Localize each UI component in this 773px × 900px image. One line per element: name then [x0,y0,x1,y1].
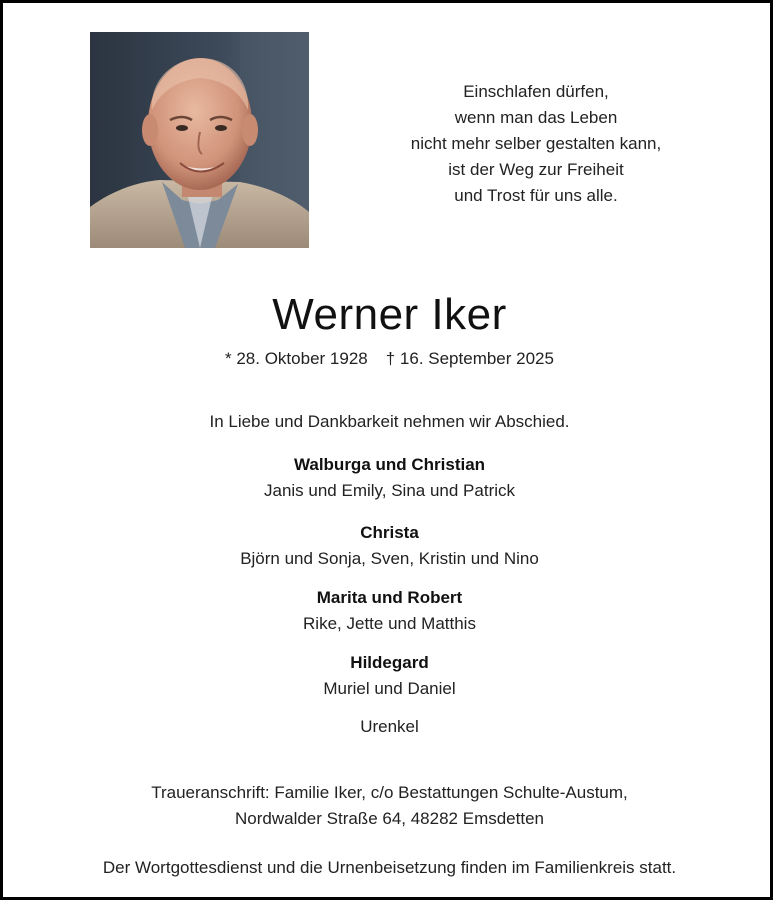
death-date: † 16. September 2025 [385,349,554,368]
great-grandchildren: Urenkel [360,717,419,736]
family-head: Walburga und Christian [293,455,486,474]
address-line-2: Nordwalder Straße 64, 48282 Emsdetten [234,809,544,828]
life-dates [3,347,773,371]
poem-line: Einschlafen dürfen, [463,82,609,101]
family-group [3,520,773,572]
family-head: Christa [360,523,419,542]
family-members: Rike, Jette und Matthis [303,614,476,633]
farewell-text: In Liebe und Dankbarkeit nehmen wir Abschied. [209,412,570,431]
poem-line: und Trost für uns alle. [454,186,618,205]
family-head: Marita und Robert [316,588,463,607]
deceased-name: Werner Iker [272,290,507,339]
poem-line: nicht mehr selber gestalten kann, [410,134,662,153]
family-members: Björn und Sonja, Sven, Kristin und Nino [240,549,539,568]
service-note: Der Wortgottesdienst und die Urnenbeisetzung finden im Familienkreis statt. [102,858,677,877]
address-line-1: Traueranschrift: Familie Iker, c/o Bestattungen Schulte-Austum, [151,783,628,802]
poem-line: wenn man das Leben [454,108,618,127]
family-members: Muriel und Daniel [323,679,456,698]
poem [386,79,686,209]
portrait-photo [90,32,309,248]
family-group [3,452,773,504]
family-members: Janis und Emily, Sina und Patrick [263,481,516,500]
family-group [3,585,773,637]
birth-date: * 28. Oktober 1928 [225,349,368,368]
family-head: Hildegard [350,653,429,672]
family-group [3,650,773,702]
poem-line: ist der Weg zur Freiheit [448,160,624,179]
